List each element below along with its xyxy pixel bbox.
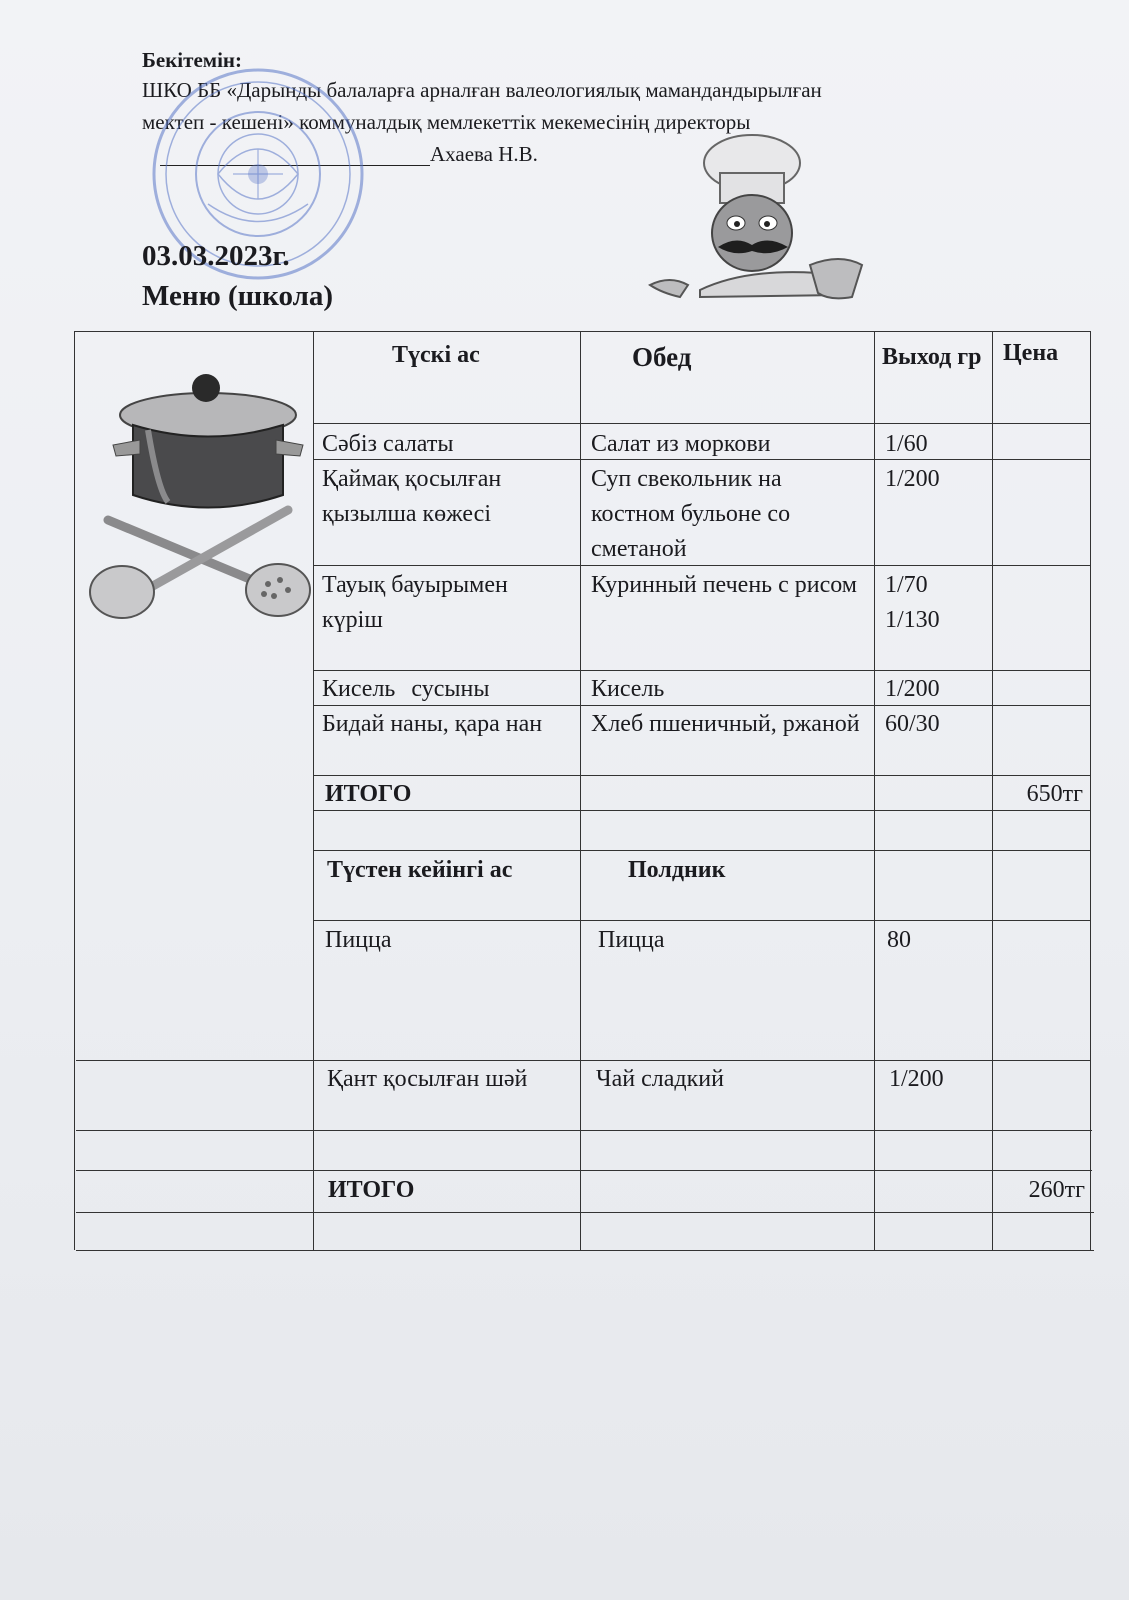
header-price: Цена bbox=[1003, 340, 1059, 366]
lunch-row-4-kz: Кисель сусыны bbox=[322, 676, 490, 702]
lunch-row-3-kz: Тауық бауырымен күріш bbox=[322, 572, 508, 633]
snack-row-1-kz: Пицца bbox=[325, 927, 392, 953]
lunch-row-4-yield: 1/200 bbox=[885, 676, 940, 702]
lunch-row-1-kz: Сәбіз салаты bbox=[322, 431, 454, 457]
lunch-row-1-yield: 1/60 bbox=[885, 431, 928, 457]
snack-header-kz: Түстен кейінгі ас bbox=[327, 857, 513, 883]
header-ru: Обед bbox=[632, 342, 692, 372]
lunch-row-2-yield: 1/200 bbox=[885, 466, 940, 492]
snack-row-2-ru: Чай сладкий bbox=[596, 1066, 724, 1092]
snack-total-label: ИТОГО bbox=[328, 1177, 415, 1203]
lunch-row-4-ru: Кисель bbox=[591, 676, 665, 702]
lunch-row-2-ru: Суп свекольник на костном бульоне со сметаной bbox=[591, 466, 791, 562]
lunch-total-label: ИТОГО bbox=[325, 781, 412, 807]
lunch-row-5-ru: Хлеб пшеничный, ржаной bbox=[591, 711, 860, 737]
approval-line-1: ШКО ББ «Дарынды балаларға арналған валеологиялық мамандандырылған bbox=[142, 78, 822, 102]
header-yield: Выход гр bbox=[882, 344, 982, 370]
lunch-row-1-ru: Салат из моркови bbox=[591, 431, 771, 457]
snack-row-2-kz: Қант қосылған шәй bbox=[327, 1066, 528, 1092]
menu-date: 03.03.2023г. bbox=[142, 240, 290, 272]
lunch-row-3-yield: 1/70 1/130 bbox=[885, 572, 940, 633]
signatory-name: Ахаева Н.В. bbox=[430, 142, 538, 166]
lunch-row-2-kz: Қаймақ қосылған қызылша көжесі bbox=[322, 466, 502, 527]
cookware-illustration bbox=[88, 370, 313, 625]
snack-row-1-yield: 80 bbox=[887, 927, 911, 953]
lunch-row-5-kz: Бидай наны, қара нан bbox=[322, 711, 543, 737]
snack-row-1-ru: Пицца bbox=[598, 927, 665, 953]
menu-title: Меню (школа) bbox=[142, 280, 333, 312]
snack-header-ru: Полдник bbox=[628, 857, 726, 883]
chef-illustration bbox=[640, 125, 880, 310]
snack-total-price: 260тг bbox=[1028, 1177, 1085, 1203]
lunch-row-3-ru: Куринный печень с рисом bbox=[591, 572, 857, 598]
approval-line-2: мектеп - кешені» коммуналдық мемлекеттік мекемесінің директоры bbox=[142, 110, 751, 134]
lunch-row-5-yield: 60/30 bbox=[885, 711, 940, 737]
header-kz: Түскі ас bbox=[392, 342, 480, 368]
lunch-total-price: 650тг bbox=[1026, 781, 1083, 807]
snack-row-2-yield: 1/200 bbox=[889, 1066, 944, 1092]
approval-heading: Бекітемін: bbox=[142, 48, 243, 72]
